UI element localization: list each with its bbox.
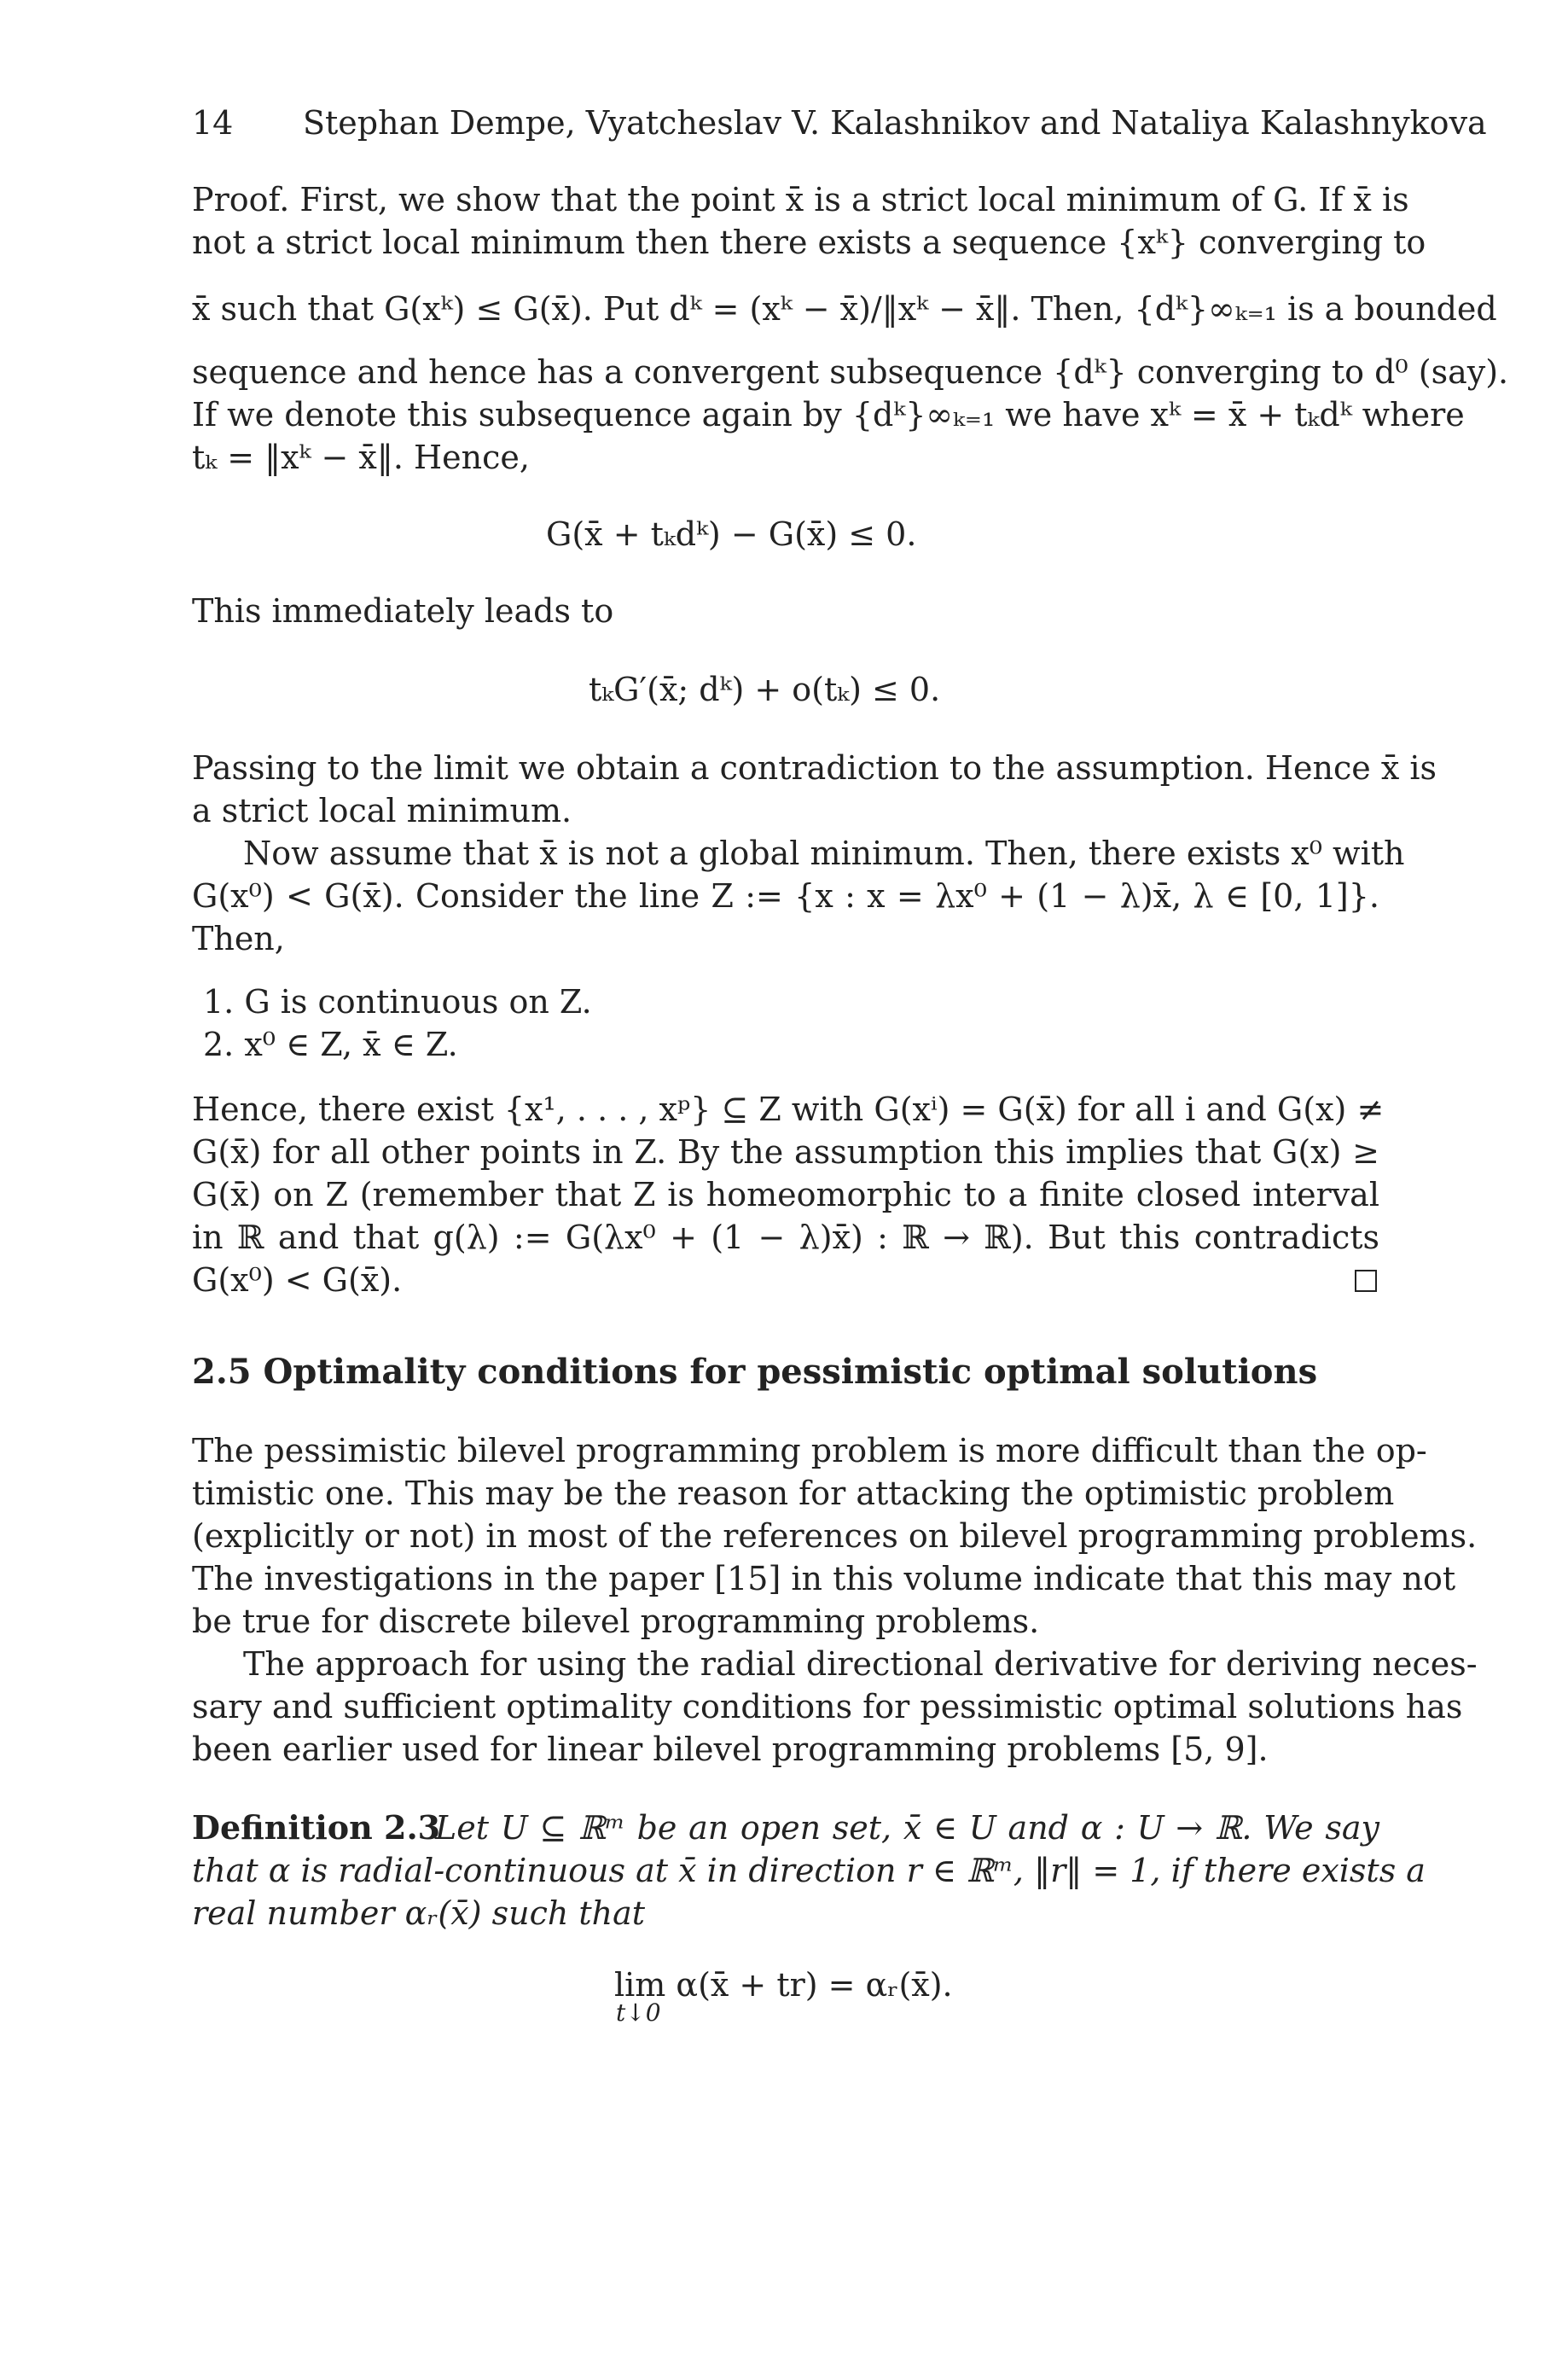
body-line: The approach for using the radial directional derivative for deriving neces- xyxy=(243,1645,1478,1683)
body-line: The pessimistic bilevel programming problem is more difficult than the op- xyxy=(192,1432,1427,1469)
proof-line: Proof. First, we show that the point x̄ is a strict local minimum of G. If x̄ is xyxy=(192,181,1409,218)
proof-line: sequence and hence has a convergent subsequence {dᵏ} converging to d⁰ (say). xyxy=(192,353,1509,391)
proof-line: G(x̄) on Z (remember that Z is homeomorphic to a finite closed interval xyxy=(192,1176,1379,1213)
body-line: been earlier used for linear bilevel programming problems [5, 9]. xyxy=(192,1731,1269,1768)
body-line: sary and sufficient optimality conditions for pessimistic optimal solutions has xyxy=(192,1688,1463,1725)
proof-line: Passing to the limit we obtain a contradiction to the assumption. Hence x̄ is xyxy=(192,749,1437,787)
proof-line: in ℝ and that g(λ) := G(λx⁰ + (1 − λ)x̄) : ℝ → ℝ). But this contradicts xyxy=(192,1219,1379,1256)
display-equation: tₖG′(x̄; dᵏ) + o(tₖ) ≤ 0. xyxy=(589,671,941,708)
proof-line: If we denote this subsequence again by {dᵏ}∞ₖ₌₁ we have xᵏ = x̄ + tₖdᵏ where xyxy=(192,396,1465,433)
definition-line: Let U ⊆ ℝᵐ be an open set, x̄ ∈ U and α : U → ℝ. We say xyxy=(435,1809,1379,1847)
proof-line: x̄ such that G(xᵏ) ≤ G(x̄). Put dᵏ = (xᵏ − x̄)/‖xᵏ − x̄‖. Then, {dᵏ}∞ₖ₌₁ is a bounded xyxy=(192,290,1497,328)
list-item: 2. x⁰ ∈ Z, x̄ ∈ Z. xyxy=(203,1026,458,1063)
proof-line: G(x⁰) < G(x̄). xyxy=(192,1261,403,1299)
proof-line: G(x̄) for all other points in Z. By the assumption this implies that G(x) ≥ xyxy=(192,1133,1379,1171)
body-line: be true for discrete bilevel programming problems. xyxy=(192,1603,1040,1640)
running-header-authors: Stephan Dempe, Vyatcheslav V. Kalashnikov and Nataliya Kalashnykova xyxy=(303,104,1487,142)
limit-equation: lim α(x̄ + tr) = αᵣ(x̄). xyxy=(614,1966,953,2004)
proof-line: This immediately leads to xyxy=(192,592,614,630)
list-item: 1. G is continuous on Z. xyxy=(203,983,592,1021)
proof-line: Then, xyxy=(192,920,285,957)
page-number: 14 xyxy=(192,104,234,142)
proof-line: Hence, there exist {x¹, . . . , xᵖ} ⊆ Z with G(xⁱ) = G(x̄) for all i and G(x) ≠ xyxy=(192,1091,1385,1128)
definition-line: real number αᵣ(x̄) such that xyxy=(192,1894,646,1932)
body-line: The investigations in the paper [15] in this volume indicate that this may not xyxy=(192,1560,1456,1597)
body-line: timistic one. This may be the reason for attacking the optimistic problem xyxy=(192,1475,1395,1512)
limit-subscript: t↓0 xyxy=(616,1999,661,2027)
section-heading: 2.5 Optimality conditions for pessimistic optimal solutions xyxy=(192,1352,1318,1392)
proof-line: tₖ = ‖xᵏ − x̄‖. Hence, xyxy=(192,439,530,476)
body-line: (explicitly or not) in most of the references on bilevel programming problems. xyxy=(192,1517,1478,1555)
proof-line: Now assume that x̄ is not a global minimum. Then, there exists x⁰ with xyxy=(243,835,1405,872)
proof-line: G(x⁰) < G(x̄). Consider the line Z := {x : x = λx⁰ + (1 − λ)x̄, λ ∈ [0, 1]}. xyxy=(192,877,1379,915)
definition-label: Definition 2.3 xyxy=(192,1808,441,1847)
proof-line: a strict local minimum. xyxy=(192,792,572,829)
proof-line: not a strict local minimum then there exists a sequence {xᵏ} converging to xyxy=(192,224,1426,261)
qed-box-icon xyxy=(1355,1270,1377,1292)
definition-line: that α is radial-continuous at x̄ in direction r ∈ ℝᵐ, ‖r‖ = 1, if there exists a xyxy=(192,1852,1426,1889)
display-equation: G(x̄ + tₖdᵏ) − G(x̄) ≤ 0. xyxy=(546,515,917,553)
